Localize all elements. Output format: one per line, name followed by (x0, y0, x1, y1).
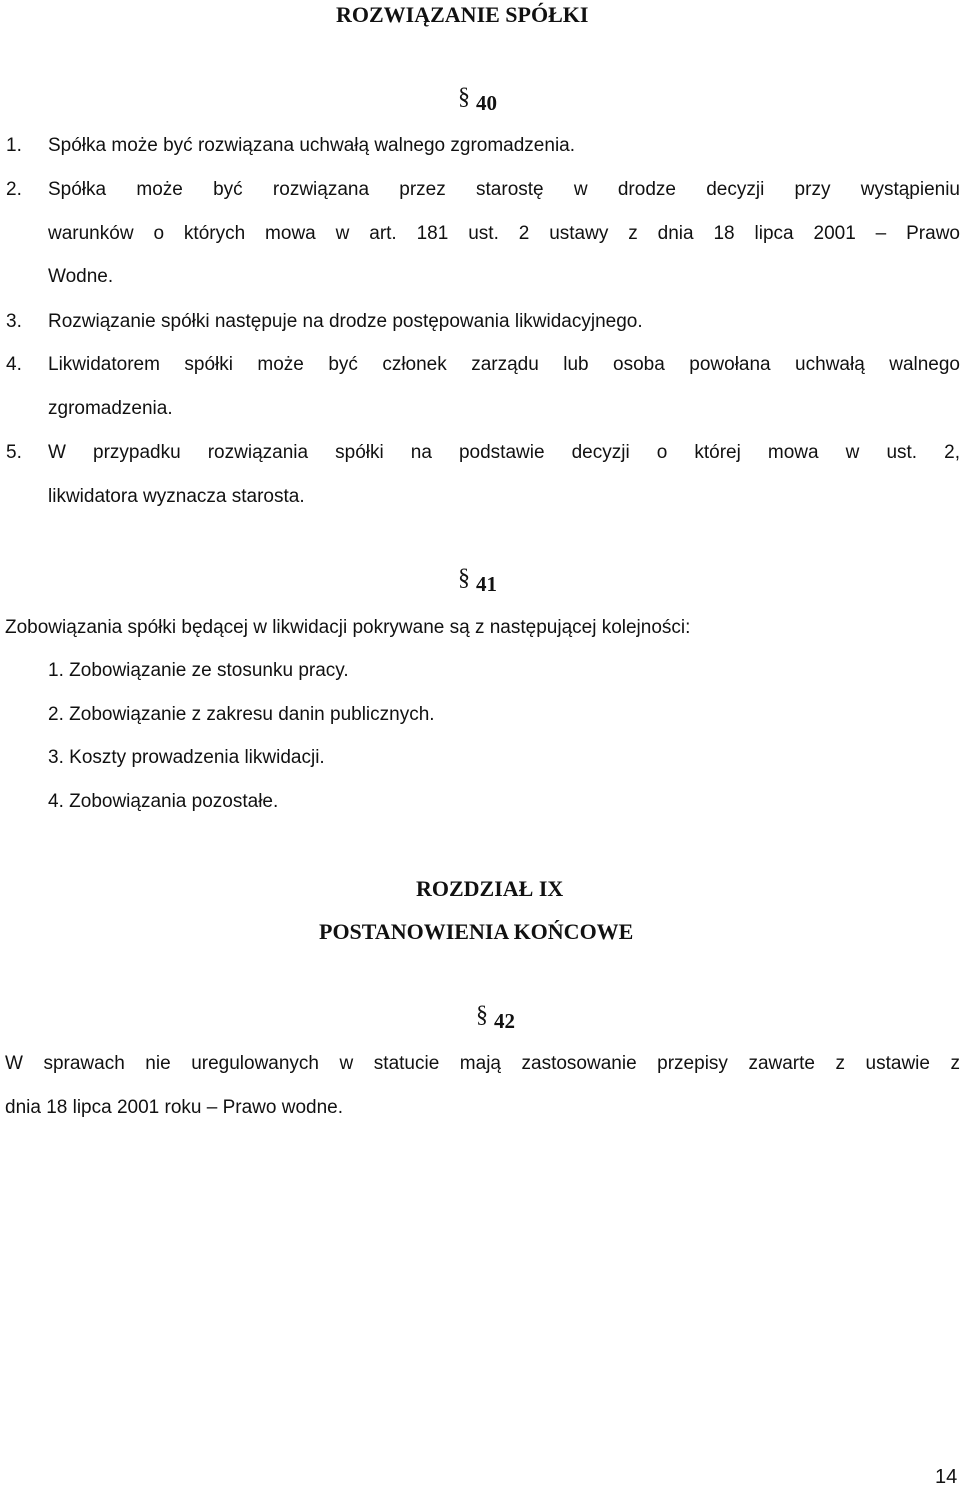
list-item-text: likwidatora wyznacza starosta. (48, 486, 305, 507)
list-item-number: 2. (6, 179, 22, 200)
list-item-text: Zobowiązanie z zakresu danin publicznych. (69, 704, 435, 725)
list-item-continuation (0, 221, 960, 247)
list-item-text: Spółka może być rozwiązana uchwałą walnego zgromadzenia. (48, 135, 576, 156)
list-item (0, 133, 960, 159)
paragraph-number: 40 (476, 91, 497, 115)
list-item (48, 789, 278, 815)
paragraph-40-heading (458, 84, 497, 117)
list-item (0, 352, 960, 378)
list-item-text: Spółka może być rozwiązana przez starostę w drodze decyzji przy wystąpieniu (48, 179, 960, 200)
section-sign: § (458, 84, 470, 110)
paragraph-42-heading (476, 1002, 515, 1035)
list-item-text: Koszty prowadzenia likwidacji. (69, 747, 325, 768)
list-item (0, 177, 960, 203)
paragraph-text: W sprawach nie uregulowanych w statucie mają zastosowanie przepisy zawarte z ustawie z (5, 1053, 960, 1074)
list-item-text: W przypadku rozwiązania spółki na podstawie decyzji o której mowa w ust. 2, (48, 442, 960, 463)
list-item-text: Zobowiązanie ze stosunku pracy. (69, 660, 349, 681)
list-item-number: 1. (48, 660, 64, 681)
section-title: ROZWIĄZANIE SPÓŁKI (336, 2, 589, 27)
section-sign: § (476, 1002, 488, 1028)
list-item (0, 440, 960, 466)
list-item (0, 309, 960, 335)
list-item-text: warunków o których mowa w art. 181 ust. 2 ustawy z dnia 18 lipca 2001 – Prawo (48, 223, 960, 244)
paragraph-41-heading (458, 565, 497, 598)
paragraph-number: 41 (476, 572, 497, 596)
paragraph-text: dnia 18 lipca 2001 roku – Prawo wodne. (5, 1097, 344, 1118)
list-item-number: 2. (48, 704, 64, 725)
page-number: 14 (935, 1466, 958, 1488)
list-item-number: 3. (6, 311, 22, 332)
paragraph-intro: Zobowiązania spółki będącej w likwidacji pokrywane są z następującej kolejności: (5, 617, 691, 638)
list-item-number: 4. (48, 791, 64, 812)
list-item-number: 4. (6, 354, 22, 375)
paragraph-number: 42 (494, 1009, 515, 1033)
list-item (48, 745, 325, 771)
list-item-continuation (0, 264, 960, 290)
chapter-subtitle: POSTANOWIENIA KOŃCOWE (319, 919, 634, 944)
list-item-text: Rozwiązanie spółki następuje na drodze postępowania likwidacyjnego. (48, 311, 643, 332)
section-sign: § (458, 565, 470, 591)
list-item-number: 1. (6, 135, 22, 156)
list-item-number: 5. (6, 442, 22, 463)
list-item (48, 702, 435, 728)
list-item-number: 3. (48, 747, 64, 768)
list-item-continuation (0, 396, 960, 422)
chapter-title: ROZDZIAŁ IX (416, 876, 564, 901)
list-item-text: Zobowiązania pozostałe. (69, 791, 279, 812)
list-item (48, 658, 349, 684)
list-item-text: Likwidatorem spółki może być członek zarządu lub osoba powołana uchwałą walnego (48, 354, 960, 375)
list-item-text: Wodne. (48, 266, 114, 287)
list-item-text: zgromadzenia. (48, 398, 173, 419)
list-item-continuation (0, 484, 960, 510)
